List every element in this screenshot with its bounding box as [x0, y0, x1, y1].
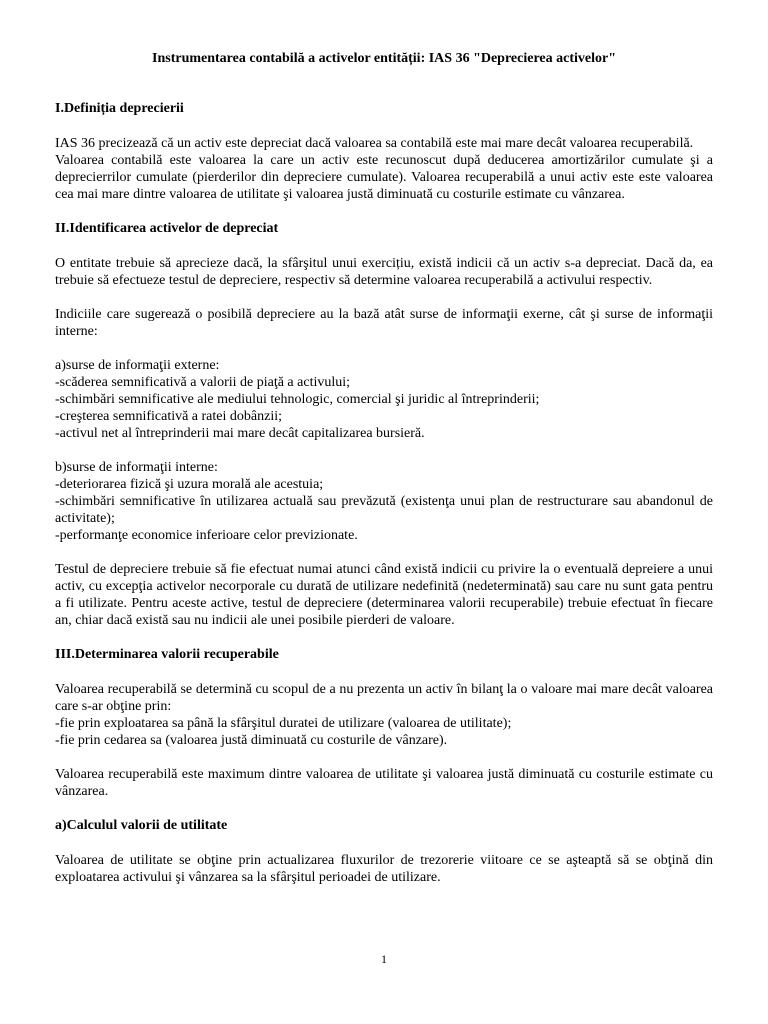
section-heading-identificarea: II.Identificarea activelor de depreciat: [55, 221, 279, 236]
list-item: -scăderea semnificativă a valorii de piaţă a activului;: [55, 375, 351, 390]
paragraph: Valoarea recuperabilă se determină cu scopul de a nu prezenta un activ în bilanţ la o valoare mai mare decât valoarea care s-ar obţine prin:: [55, 682, 713, 714]
list-item: -fie prin cedarea sa (valoarea justă diminuată cu costurile de vânzare).: [55, 733, 448, 748]
paragraph: O entitate trebuie să aprecieze dacă, la sfârşitul unui exercițiu, există indicii că un activ s-a depreciat. Dacă da, ea trebuie să efectueze testul de depreciere, respectiv să determine valoarea recuperabilă a activului respectiv.: [55, 256, 713, 288]
paragraph: Indiciile care sugerează o posibilă depreciere au la bază atât surse de informaţii exerne, cât şi surse de informaţii interne:: [55, 307, 713, 339]
paragraph: Valoarea contabilă este valoarea la care un activ este recunoscut după deducerea amortizărilor cumulate şi a deprecierrilor cumulate (pierderilor din depreciere cumulate). Valoarea recuperabilă a unui activ este este valoarea cea mai mare dintre valoarea de utilitate şi valoarea justă diminuată cu costurile estimate cu vânzarea.: [55, 153, 713, 202]
paragraph: Testul de depreciere trebuie să fie efectuat numai atunci când există indicii cu privire la o eventuală depreiere a unui activ, cu excepţia activelor necorporale cu durată de utilizare nedefinită (nedeterminată) sau care nu sunt gata pentru a fi utilizate. Pentru aceste active, testul de depreciere (determinarea valorii recuperabile) trebuie efectuat în fiecare an, chiar dacă există sau nu indicii ale unei posibile pierderi de valoare.: [55, 562, 713, 628]
list-label-internal: b)surse de informaţii interne:: [55, 460, 218, 475]
section-heading-calculul: a)Calculul valorii de utilitate: [55, 818, 228, 833]
paragraph: IAS 36 precizează că un activ este depreciat dacă valoarea sa contabilă este mai mare decât valoarea recuperabilă.: [55, 136, 694, 151]
paragraph: Valoarea de utilitate se obţine prin actualizarea fluxurilor de trezorerie viitoare ce se aşteaptă să se obţină din exploatarea activului şi vânzarea sa la sfârşitul perioadei de utilizare.: [55, 853, 713, 885]
list-item: -schimbări semnificative în utilizarea actuală sau prevăzută (existenţa unui plan de restructurare sau abandonul de activitate);: [55, 494, 713, 526]
list-item: -deteriorarea fizică şi uzura morală ale acestuia;: [55, 477, 324, 492]
section-heading-definitia: I.Definiția deprecierii: [55, 101, 184, 116]
list-item: -activul net al întreprinderii mai mare decât capitalizarea bursieră.: [55, 426, 425, 441]
list-item: -creşterea semnificativă a ratei dobânzii;: [55, 409, 282, 424]
paragraph: Valoarea recuperabilă este maximum dintre valoarea de utilitate şi valoarea justă diminuată cu costurile estimate cu vânzarea.: [55, 767, 713, 799]
document-title: Instrumentarea contabilă a activelor entității: IAS 36 "Deprecierea activelor": [152, 51, 616, 66]
list-item: -performanţe economice inferioare celor previzionate.: [55, 528, 358, 543]
list-label-external: a)surse de informaţii externe:: [55, 358, 220, 373]
list-item: -fie prin exploatarea sa până la sfârşitul duratei de utilizare (valoarea de utilitate);: [55, 716, 512, 731]
list-item: -schimbări semnificative ale mediului tehnologic, comercial şi juridic al întreprinderii;: [55, 392, 540, 407]
section-heading-determinarea: III.Determinarea valorii recuperabile: [55, 647, 279, 662]
page-number: 1: [381, 952, 387, 966]
